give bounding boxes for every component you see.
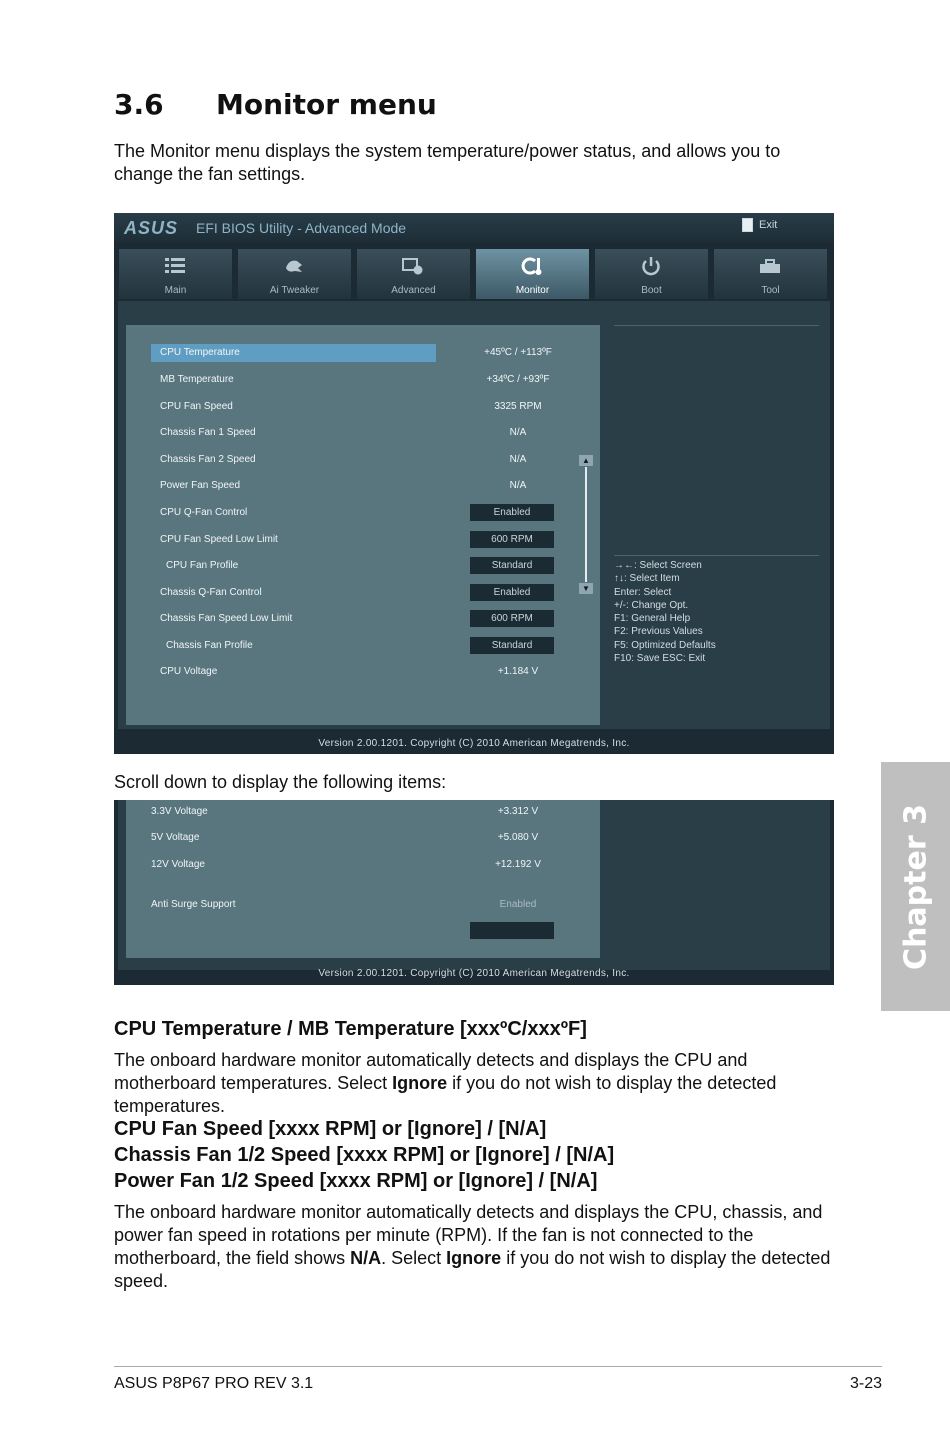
setting-label: Power Fan Speed <box>160 480 241 491</box>
tab-advanced[interactable] <box>357 249 470 299</box>
intro-paragraph: The Monitor menu displays the system temperature/power status, and allows you to change the fan settings. <box>114 141 781 184</box>
help-panel <box>610 301 826 729</box>
setting-row-chassis-qfan[interactable] <box>151 584 571 602</box>
setting-label: Chassis Fan Speed Low Limit <box>160 613 293 624</box>
bios-body <box>118 301 830 729</box>
setting-row-chassis-fan-2[interactable] <box>151 451 571 469</box>
setting-value-box[interactable] <box>470 922 554 939</box>
setting-label: CPU Q-Fan Control <box>160 507 248 518</box>
setting-label: Chassis Fan 1 Speed <box>160 427 256 438</box>
bios-tabs <box>119 249 829 301</box>
bios-title: EFI BIOS Utility - Advanced Mode <box>196 220 407 236</box>
setting-label: CPU Temperature <box>160 347 240 358</box>
text-run: . Select <box>381 1248 447 1268</box>
setting-row-cpu-fan-profile[interactable] <box>151 557 571 575</box>
tab-label: Ai Tweaker <box>269 285 320 296</box>
text-run: The onboard hardware monitor automatically detects and displays the CPU, chassis, and power fan speed in rotations per minute (RPM). If the fan is not connected to the motherboard, the field shows <box>114 1202 823 1268</box>
setting-row-cpu-fan-speed[interactable] <box>151 398 571 416</box>
tool-icon <box>759 256 781 276</box>
help-divider <box>614 555 819 556</box>
section-title <box>114 88 437 121</box>
setting-row-5v-voltage[interactable] <box>142 829 562 847</box>
setting-row-cpu-temperature[interactable] <box>151 344 552 362</box>
fan-speed-heading-power: Power Fan 1/2 Speed [xxxx RPM] or [Ignore] / [N/A] <box>114 1170 598 1192</box>
setting-label: 12V Voltage <box>151 859 205 870</box>
setting-value: Enabled <box>499 899 537 910</box>
help-line: Enter: Select <box>614 586 672 598</box>
setting-value: N/A <box>509 480 527 491</box>
text-run: if you do not wish to display the detected temperatures. <box>114 1073 777 1116</box>
setting-value: 3325 RPM <box>494 401 542 412</box>
fan-speed-heading-cpu: CPU Fan Speed [xxxx RPM] or [Ignore] / [N/A] <box>114 1118 547 1140</box>
bios-body <box>118 800 830 970</box>
bios-screenshot-scrolled <box>114 800 834 985</box>
setting-label: CPU Fan Profile <box>166 560 239 571</box>
fan-speed-paragraph <box>114 1201 839 1293</box>
chapter-tab <box>881 762 950 1011</box>
setting-label: Chassis Q-Fan Control <box>160 587 262 598</box>
setting-label: 5V Voltage <box>151 832 200 843</box>
setting-value: +1.184 V <box>497 666 539 677</box>
setting-value: +5.080 V <box>497 832 539 843</box>
tab-ai-tweaker[interactable] <box>238 249 351 299</box>
setting-value: +3.312 V <box>497 806 539 817</box>
cpu-temp-paragraph <box>114 1049 844 1118</box>
setting-row-power-fan[interactable] <box>151 477 571 495</box>
tab-monitor[interactable] <box>476 249 589 299</box>
exit-button[interactable] <box>742 218 812 236</box>
version-footer: Version 2.00.1201. Copyright (C) 2010 American Megatrends, Inc. <box>318 968 630 979</box>
setting-value-box[interactable]: 600 RPM <box>470 531 554 548</box>
list-icon <box>164 256 186 276</box>
setting-label: Chassis Fan 2 Speed <box>160 454 256 465</box>
key-help-list <box>614 559 716 665</box>
text-run: The onboard hardware monitor automatically detects and displays the CPU and motherboard temperatures. Select <box>114 1050 748 1093</box>
setting-label: MB Temperature <box>160 374 234 385</box>
scroll-up-icon[interactable]: ▲ <box>579 455 593 466</box>
fan-speed-heading-chassis: Chassis Fan 1/2 Speed [xxxx RPM] or [Ignore] / [N/A] <box>114 1144 615 1166</box>
ignore-keyword: Ignore <box>446 1248 502 1268</box>
ignore-keyword: Ignore <box>392 1073 448 1093</box>
tab-label: Monitor <box>515 285 550 296</box>
cpu-temp-heading: CPU Temperature / MB Temperature [xxxºC/xxxºF] <box>114 1018 587 1040</box>
tab-label: Advanced <box>391 285 436 296</box>
setting-label: Chassis Fan Profile <box>166 640 253 651</box>
setting-row-chassis-fan-low-limit[interactable] <box>151 610 571 628</box>
setting-value-box[interactable]: 600 RPM <box>470 610 554 627</box>
power-icon <box>640 256 662 276</box>
setting-value-box[interactable]: Enabled <box>470 584 554 601</box>
setting-label: CPU Fan Speed Low Limit <box>160 534 278 545</box>
setting-label: CPU Fan Speed <box>160 401 233 412</box>
setting-value: +34ºC / +93ºF <box>486 374 550 385</box>
exit-label: Exit <box>759 218 778 231</box>
tab-label: Main <box>164 285 187 296</box>
help-line: →←: Select Screen <box>614 560 702 571</box>
asus-logo: ASUS <box>124 218 179 238</box>
advanced-icon <box>402 256 424 276</box>
monitor-icon <box>521 256 543 276</box>
setting-label: Anti Surge Support <box>151 899 236 910</box>
setting-row-3v3-voltage[interactable] <box>142 803 562 821</box>
setting-row-cpu-qfan[interactable] <box>151 504 571 522</box>
chapter-label: Chapter 3 <box>898 803 933 970</box>
help-line: +/-: Change Opt. <box>614 599 689 611</box>
bios-header <box>114 213 834 243</box>
version-footer: Version 2.00.1201. Copyright (C) 2010 American Megatrends, Inc. <box>318 738 630 749</box>
help-line: F2: Previous Values <box>614 626 703 638</box>
setting-value: N/A <box>509 454 527 465</box>
tab-boot[interactable] <box>595 249 708 299</box>
setting-value-box[interactable]: Standard <box>470 557 554 574</box>
setting-value: +45ºC / +113ºF <box>484 347 552 358</box>
tab-tool[interactable] <box>714 249 827 299</box>
tweaker-icon <box>283 256 305 276</box>
section-number: 3.6 <box>114 88 164 121</box>
section-name: Monitor menu <box>216 88 437 121</box>
help-line: F5: Optimized Defaults <box>614 639 716 651</box>
tab-main[interactable] <box>119 249 232 299</box>
tab-label: Tool <box>761 285 780 296</box>
na-keyword: N/A <box>350 1248 382 1268</box>
text-run: if you do not wish to display the detected speed. <box>114 1248 831 1291</box>
scrollbar[interactable] <box>578 455 594 595</box>
help-line: F10: Save ESC: Exit <box>614 653 706 665</box>
bios-screenshot <box>114 213 834 754</box>
setting-row-mb-temperature[interactable] <box>151 371 571 389</box>
setting-row-chassis-fan-1[interactable] <box>151 424 571 442</box>
help-line: ↑↓: Select Item <box>614 573 680 585</box>
setting-value-box[interactable]: Enabled <box>470 504 554 521</box>
footer-product: ASUS P8P67 PRO REV 3.1 <box>114 1375 314 1392</box>
scroll-note: Scroll down to display the following items: <box>114 772 447 792</box>
settings-panel <box>126 325 600 725</box>
setting-row-anti-surge[interactable] <box>142 896 562 914</box>
help-line: F1: General Help <box>614 613 691 625</box>
setting-row-12v-voltage[interactable] <box>142 856 562 874</box>
setting-value: +12.192 V <box>495 859 541 870</box>
footer-divider <box>114 1366 882 1367</box>
setting-value-box[interactable]: Standard <box>470 637 554 654</box>
setting-row-cpu-voltage[interactable] <box>151 663 571 681</box>
setting-label: 3.3V Voltage <box>151 806 208 817</box>
setting-row-chassis-fan-profile[interactable] <box>151 637 571 655</box>
setting-row-cpu-fan-low-limit[interactable] <box>151 531 571 549</box>
scroll-down-icon[interactable]: ▼ <box>579 583 593 594</box>
scroll-track[interactable] <box>585 467 587 582</box>
setting-label: CPU Voltage <box>160 666 218 677</box>
exit-door-icon <box>742 218 753 232</box>
setting-value: N/A <box>509 427 527 438</box>
tab-label: Boot <box>641 285 662 296</box>
page-number: 3-23 <box>850 1375 883 1392</box>
settings-panel <box>126 800 600 958</box>
help-divider <box>614 325 819 326</box>
